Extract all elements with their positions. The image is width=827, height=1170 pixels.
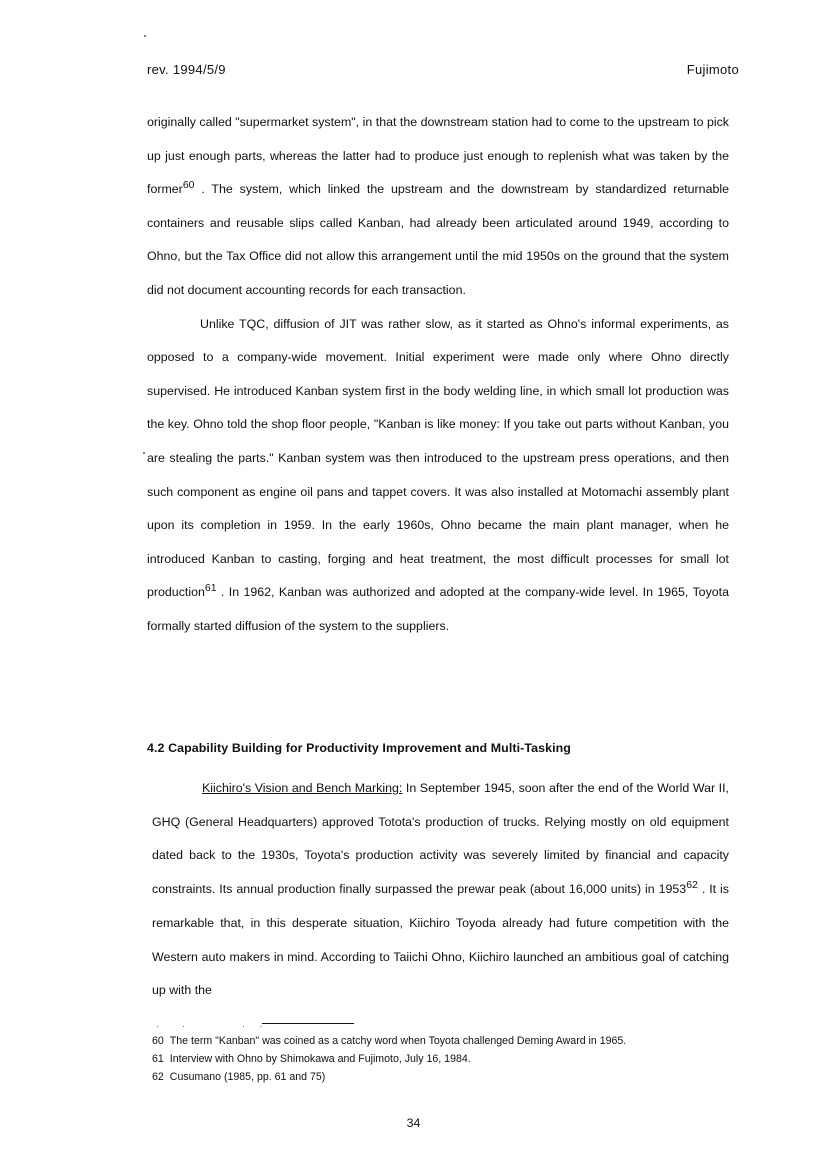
header-author: Fujimoto: [686, 62, 739, 77]
footnote-number: 60: [152, 1035, 164, 1047]
paragraph-2: [147, 308, 729, 644]
footnote-62: [152, 1068, 752, 1086]
scan-speck: [143, 452, 145, 454]
paragraph-1-text-b: . The system, which linked the upstream and the downstream by standardized returnable containers and reusable slips called Kanban, had already been articulated around 1949, according to Ohno, but the Tax Office did not allow this arrangement until the mid 1950s on the ground that the system did not document accounting records for each transaction.: [147, 182, 729, 297]
footnote-ref-62: 62: [686, 879, 698, 892]
footnote-number: 61: [152, 1053, 164, 1065]
paragraph-3-text-b: . It is remarkable that, in this desperate situation, Kiichiro Toyoda already had future competition with the Western auto makers in mind. According to Taiichi Ohno, Kiichiro launched an ambitious goal of catching up with the: [152, 882, 729, 998]
body-text: [147, 106, 729, 644]
paragraph-3-text-a: In September 1945, soon after the end of the World War II, GHQ (General Headquarters) approved Totota's production of trucks. Relying mostly on old equipment dated back to the 1930s, Toyota's production activity was severely limited by financial and capacity constraints. Its annual production finally surpassed the prewar peak (about 16,000 units) in 1953: [152, 781, 729, 897]
section-heading: 4.2 Capability Building for Productivity Improvement and Multi-Tasking: [147, 741, 571, 755]
paragraph-3: [152, 772, 729, 1008]
paragraph-1-text-a: originally called "supermarket system", in that the downstream station had to come to the upstream to pick up just enough parts, whereas the latter had to produce just enough to replenish what was taken by the former: [147, 115, 729, 197]
footnote-60: [152, 1032, 752, 1050]
footnote-ref-60: 60: [182, 179, 195, 192]
footnote-text: Interview with Ohno by Shimokawa and Fujimoto, July 16, 1984.: [169, 1053, 471, 1065]
paragraph-2-text-b: . In 1962, Kanban was authorized and adopted at the company-wide level. In 1965, Toyota formally started diffusion of the system to the suppliers.: [147, 585, 729, 633]
scan-specks: · · · ·: [156, 1021, 269, 1031]
page-number: 34: [406, 1116, 421, 1130]
footnote-text: The term "Kanban" was coined as a catchy word when Toyota challenged Deming Award in 1965.: [169, 1035, 627, 1047]
footnote-61: [152, 1050, 752, 1068]
paragraph-3-lead: Kiichiro's Vision and Bench Marking:: [202, 781, 403, 795]
paragraph-1: [147, 106, 729, 308]
footnote-separator: [262, 1023, 354, 1024]
header-revision: rev. 1994/5/9: [147, 62, 226, 77]
footnotes: [152, 1032, 752, 1086]
scan-speck: [144, 35, 146, 37]
footnote-ref-61: 61: [204, 582, 217, 595]
footnote-number: 62: [152, 1071, 164, 1083]
footnote-text: Cusumano (1985, pp. 61 and 75): [169, 1071, 326, 1083]
paragraph-2-text-a: Unlike TQC, diffusion of JIT was rather slow, as it started as Ohno's informal experiments, as opposed to a company-wide movement. Initial experiment were made only where Ohno directly supervised. He introduced Kanban system first in the body welding line, in which small lot production was the key. Ohno told the shop floor people, "Kanban is like money: If you take out parts without Kanban, you are stealing the parts." Kanban system was then introduced to the upstream press operations, and then such component as engine oil pans and tappet covers. It was also installed at Motomachi assembly plant upon its completion in 1959. In the early 1960s, Ohno became the main plant manager, when he introduced Kanban to casting, forging and heat treatment, the most difficult processes for small lot production: [147, 316, 729, 600]
section-body: [152, 772, 729, 1008]
